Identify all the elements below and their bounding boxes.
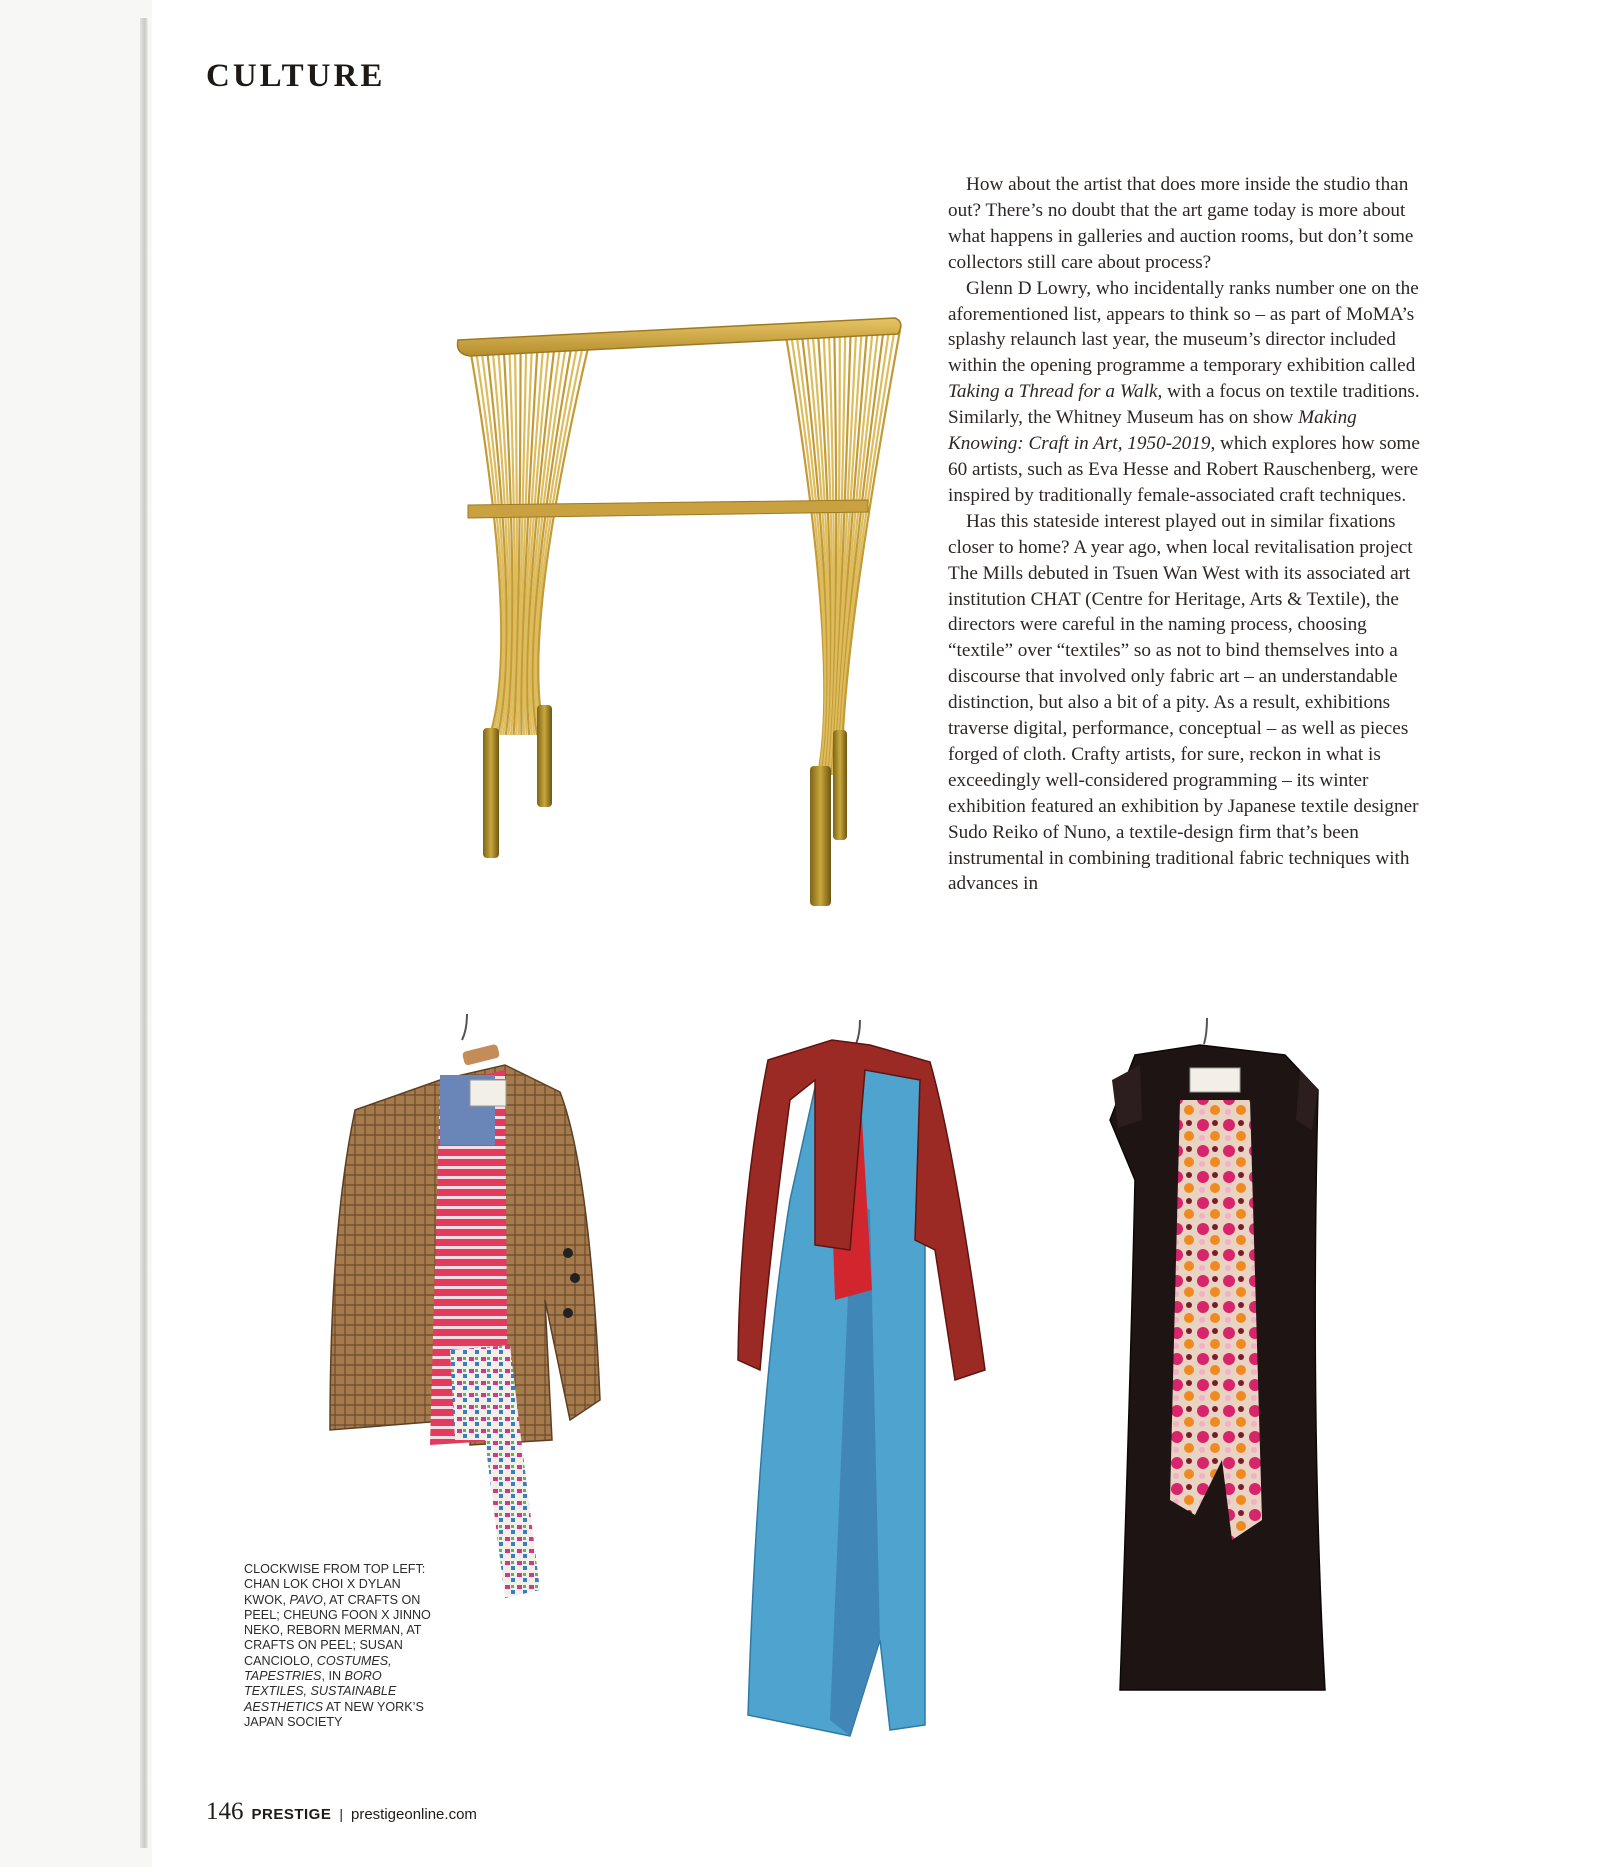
bamboo-rod bbox=[498, 348, 510, 735]
text-run: , with a focus on textile traditions. Similarly, the Whitney Museum has on show bbox=[948, 381, 1420, 429]
bamboo-rod bbox=[481, 348, 505, 735]
bamboo-rod bbox=[538, 348, 588, 735]
bamboo-rod bbox=[839, 330, 884, 775]
bamboo-rod bbox=[511, 348, 517, 735]
italic-title: COSTUMES, TAPESTRIES bbox=[244, 1653, 392, 1684]
bamboo-rod bbox=[828, 330, 836, 775]
bamboo-rod bbox=[801, 330, 827, 775]
italic-title: BORO TEXTILES, SUSTAINABLE AESTHETICS bbox=[244, 1669, 397, 1714]
text-run: Glenn D Lowry, who incidentally ranks number one on the aforementioned list, appears to think so – as part of MoMA’s splashy relaunch last year, the museum’s director included within the opening programme a temporary exhibition called bbox=[948, 277, 1419, 377]
bamboo-rod bbox=[834, 330, 862, 775]
bamboo-rod bbox=[829, 330, 839, 775]
bamboo-rod bbox=[527, 348, 554, 735]
bamboo-rod bbox=[785, 330, 824, 775]
bamboo-rod bbox=[812, 330, 829, 775]
bamboo-rod bbox=[807, 330, 829, 775]
bamboo-rod bbox=[531, 348, 566, 735]
bamboo-rod bbox=[523, 348, 543, 735]
bamboo-rod bbox=[519, 348, 532, 735]
text-run: , which explores how some 60 artists, such as Eva Hesse and Robert Rauschenberg, were inspired by traditionally female-associated craft techniques. bbox=[948, 433, 1420, 506]
text-run: Has this stateside interest played out in similar fixations closer to home? A year ago, when local revitalisation project The Mills debuted in Tsuen Wan West with its associated art institution CHAT (Centre for Heritage, Arts & Textile), the directors were careful in the naming process, choosing “textile” over “textiles” so as not to bind themselves into a discourse that involved only fabric art – an understandable distinction, but also a bit of a pity. As a result, exhibitions traverse digital, performance, conceptual – as well as pieces forged of cloth. Crafty artists, for sure, reckon in what is exceedingly well-considered programming – its winter exhibition featured an exhibition by Japanese textile designer Sudo Reiko of Nuno, a textile-design firm that’s been instrumental in combining traditional fabric techniques with advances in bbox=[948, 510, 1419, 895]
page-footer bbox=[206, 1798, 477, 1826]
text-run: CLOCKWISE FROM TOP LEFT: CHAN LOK CHOI X DYLAN KWOK, bbox=[244, 1562, 426, 1607]
text-run: , AT CRAFTS ON PEEL; CHEUNG FOON X JINNO NEKO, REBORN MERMAN, AT CRAFTS ON PEEL; SUSAN CANCIOLO, bbox=[244, 1592, 431, 1668]
text-run: AT NEW YORK’S JAPAN SOCIETY bbox=[244, 1699, 424, 1729]
bamboo-rod bbox=[831, 330, 846, 775]
article-body bbox=[948, 172, 1428, 897]
bamboo-rod bbox=[835, 330, 867, 775]
bamboo-rod bbox=[487, 348, 507, 735]
article-paragraph-2 bbox=[948, 276, 1428, 509]
footer-separator: | bbox=[339, 1806, 343, 1822]
text-run: , IN bbox=[321, 1669, 345, 1684]
photo-caption bbox=[244, 1562, 434, 1730]
bamboo-rod bbox=[833, 330, 856, 775]
bamboo-rod bbox=[533, 348, 571, 735]
bamboo-rod bbox=[504, 348, 513, 735]
binding-shadow bbox=[140, 18, 148, 1848]
article-paragraph-3 bbox=[948, 509, 1428, 898]
bamboo-rod bbox=[514, 348, 521, 735]
bamboo-rod bbox=[525, 348, 548, 735]
velvet-dress-garment bbox=[1110, 1018, 1325, 1690]
bamboo-rod bbox=[536, 348, 582, 735]
section-label: CULTURE bbox=[206, 58, 386, 94]
bamboo-rod bbox=[470, 348, 501, 735]
bamboo-rod bbox=[837, 330, 878, 775]
bamboo-rod bbox=[836, 330, 872, 775]
bamboo-rod bbox=[521, 348, 537, 735]
bamboo-rod bbox=[508, 348, 514, 735]
bamboo-rod bbox=[840, 330, 889, 775]
page-number: 146 bbox=[206, 1798, 244, 1825]
website-url: prestigeonline.com bbox=[351, 1806, 477, 1823]
bamboo-rod bbox=[818, 330, 831, 775]
bamboo-rod bbox=[790, 330, 825, 775]
italic-title: Taking a Thread for a Walk bbox=[948, 381, 1158, 403]
tweed-jacket-garment bbox=[330, 1014, 600, 1598]
bamboo-rod bbox=[827, 330, 834, 775]
bamboo-rod bbox=[823, 330, 832, 775]
bamboo-rod bbox=[476, 348, 503, 735]
bamboo-rod bbox=[516, 348, 526, 735]
bamboo-rod bbox=[796, 330, 826, 775]
bamboo-rod bbox=[492, 348, 508, 735]
bamboo-rod bbox=[841, 330, 895, 775]
italic-title: PAVO bbox=[289, 1592, 323, 1607]
red-jacket-blue-dress-garment bbox=[738, 1020, 985, 1736]
text-run: How about the artist that does more inside the studio than out? There’s no doubt that the art game today is more about what happens in galleries and auction rooms, but don’t some collectors still care about process? bbox=[948, 174, 1414, 273]
bamboo-rod bbox=[832, 330, 851, 775]
bamboo-rod bbox=[535, 348, 577, 735]
article-paragraph-1 bbox=[948, 172, 1428, 276]
italic-title: Making Knowing: Craft in Art, 1950-2019 bbox=[948, 407, 1357, 455]
bamboo-rod bbox=[842, 330, 900, 775]
bamboo-rod bbox=[529, 348, 560, 735]
magazine-brand: PRESTIGE bbox=[251, 1806, 332, 1823]
page-gutter bbox=[0, 0, 152, 1867]
